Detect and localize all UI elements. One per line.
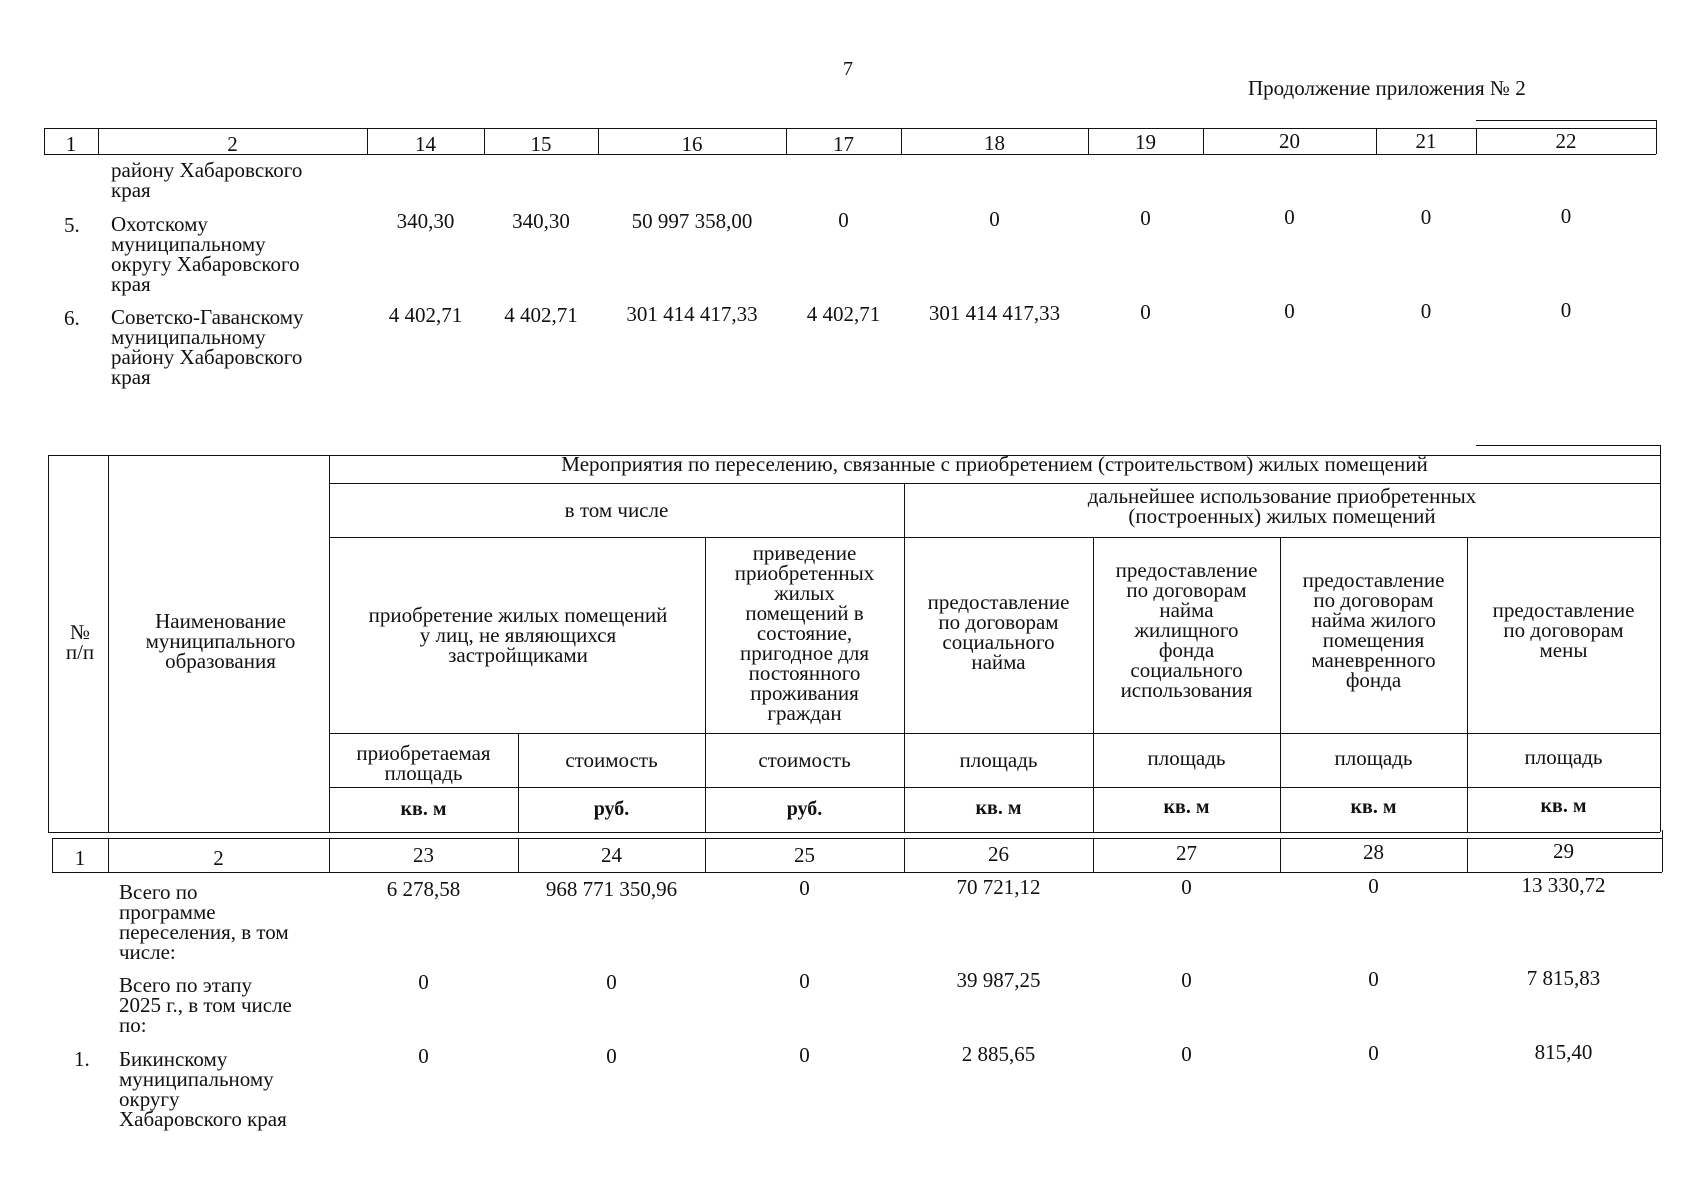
- unit-label: кв. м: [975, 797, 1022, 819]
- row-number: 1.: [74, 1047, 90, 1071]
- t2-colnum: 28: [1363, 840, 1384, 864]
- unit-label: кв. м: [400, 798, 447, 820]
- value-cell: 6 278,58: [386, 877, 461, 901]
- value-cell: 815,40: [1534, 1040, 1593, 1064]
- value-cell: 0: [606, 970, 617, 994]
- value-cell: 0: [1181, 875, 1192, 899]
- value-cell: 0: [1368, 1041, 1379, 1065]
- t1-colnum: 22: [1555, 129, 1577, 153]
- header-further-use: дальнейшее использование приобретенных (построенных) жилых помещений: [1087, 484, 1477, 528]
- t1-colnum: 1: [65, 132, 77, 156]
- t2-colnum: 26: [988, 842, 1009, 866]
- value-cell: 70 721,12: [956, 875, 1041, 899]
- value-cell: 301 414 417,33: [626, 302, 758, 326]
- value-cell: 0: [1420, 205, 1432, 229]
- unit-label: руб.: [593, 798, 630, 820]
- value-cell: 0: [606, 1044, 617, 1068]
- unit-label: кв. м: [1350, 796, 1397, 818]
- header-municipality: Наименование муниципального образования: [145, 609, 296, 673]
- value-cell: 0: [1368, 967, 1379, 991]
- value-cell: 7 815,83: [1526, 966, 1601, 990]
- header-bringing: приведение приобретенных жилых помещений в состояние, пригодное для постоянного проживания граждан: [734, 541, 875, 725]
- header-acquisition: приобретение жилых помещений у лиц, не являющихся застройщиками: [368, 603, 668, 667]
- t1-colnum: 16: [681, 132, 703, 156]
- unit-label: руб.: [786, 798, 823, 820]
- value-cell: 0: [1181, 1042, 1192, 1066]
- row-number: 5.: [64, 213, 80, 237]
- municipality-name: Бикинскому муниципальному округу Хабаровского края: [119, 1047, 287, 1131]
- header-maneuver-fund: предоставление по договорам найма жилого помещения маневренного фонда: [1302, 568, 1445, 692]
- value-cell: 0: [989, 207, 1000, 231]
- t1-colnum: 19: [1135, 130, 1156, 154]
- sublabel: стоимость: [565, 748, 658, 772]
- sublabel: площадь: [959, 748, 1038, 772]
- sublabel: стоимость: [758, 748, 851, 772]
- value-cell: 0: [1420, 299, 1432, 323]
- header-housing-fund: предоставление по договорам найма жилищного фонда социального использования: [1115, 558, 1258, 702]
- value-cell: 0: [1560, 204, 1572, 228]
- t2-colnum: 29: [1553, 839, 1574, 863]
- t2-colnum: 24: [601, 843, 622, 867]
- value-cell: 0: [799, 876, 810, 900]
- header-including: в том числе: [564, 498, 669, 522]
- header-social-rent: предоставление по договорам социального найма: [927, 590, 1070, 674]
- value-cell: 13 330,72: [1521, 873, 1606, 897]
- value-cell: 0: [838, 208, 849, 232]
- t2-colnum: 1: [74, 846, 86, 870]
- value-cell: 301 414 417,33: [928, 301, 1061, 325]
- t2-colnum: 27: [1176, 841, 1197, 865]
- sublabel: приобретаемая площадь: [356, 741, 491, 785]
- value-cell: 39 987,25: [956, 968, 1041, 992]
- t1-colnum: 2: [227, 132, 238, 156]
- value-cell: 340,30: [512, 209, 570, 233]
- value-cell: 0: [799, 1043, 810, 1067]
- value-cell: 2 885,65: [961, 1042, 1036, 1066]
- value-cell: 0: [1284, 299, 1295, 323]
- value-cell: 0: [799, 969, 810, 993]
- value-cell: 0: [418, 1044, 429, 1068]
- value-cell: 4 402,71: [388, 303, 463, 327]
- value-cell: 340,30: [396, 209, 455, 233]
- municipality-name: Всего по программе переселения, в том числе:: [119, 880, 289, 964]
- t1-colnum: 14: [415, 132, 436, 156]
- value-cell: 0: [418, 970, 429, 994]
- appendix-note: Продолжение приложения № 2: [1248, 76, 1526, 100]
- value-cell: 4 402,71: [504, 303, 578, 327]
- unit-label: кв. м: [1163, 796, 1210, 818]
- t1-colnum: 18: [984, 131, 1005, 155]
- row-number: 6.: [64, 306, 80, 330]
- header-exchange: предоставление по договорам мены: [1492, 598, 1635, 662]
- t2-colnum: 23: [413, 843, 434, 867]
- sublabel: площадь: [1334, 746, 1413, 770]
- value-cell: 0: [1368, 874, 1379, 898]
- sublabel: площадь: [1147, 746, 1226, 770]
- t1-colnum: 17: [833, 132, 854, 156]
- value-cell: 0: [1560, 298, 1572, 322]
- municipality-name: Охотскому муниципальному округу Хабаровского края: [111, 212, 300, 296]
- value-cell: 0: [1140, 300, 1151, 324]
- value-cell: 0: [1140, 206, 1151, 230]
- t1-colnum: 21: [1415, 129, 1437, 153]
- header-measures: Мероприятия по переселению, связанные с приобретением (строительством) жилых помещений: [561, 452, 1428, 476]
- value-cell: 0: [1181, 968, 1192, 992]
- value-cell: 50 997 358,00: [631, 209, 753, 233]
- page-number: 7: [843, 58, 853, 80]
- municipality-name: Всего по этапу 2025 г., в том числе по:: [119, 973, 292, 1037]
- t1-colnum: 15: [530, 132, 552, 156]
- value-cell: 4 402,71: [806, 302, 881, 326]
- header-number: № п/п: [65, 620, 95, 664]
- t1-continuation-name: району Хабаровского края: [111, 158, 303, 202]
- unit-label: кв. м: [1540, 795, 1587, 817]
- t2-colnum: 25: [794, 843, 815, 867]
- t1-colnum: 20: [1279, 129, 1300, 153]
- t2-colnum: 2: [213, 846, 224, 870]
- value-cell: 968 771 350,96: [545, 877, 678, 901]
- sublabel: площадь: [1524, 745, 1603, 769]
- value-cell: 0: [1284, 205, 1295, 229]
- municipality-name: Советско-Гаванскому муниципальному району Хабаровского края: [111, 305, 304, 389]
